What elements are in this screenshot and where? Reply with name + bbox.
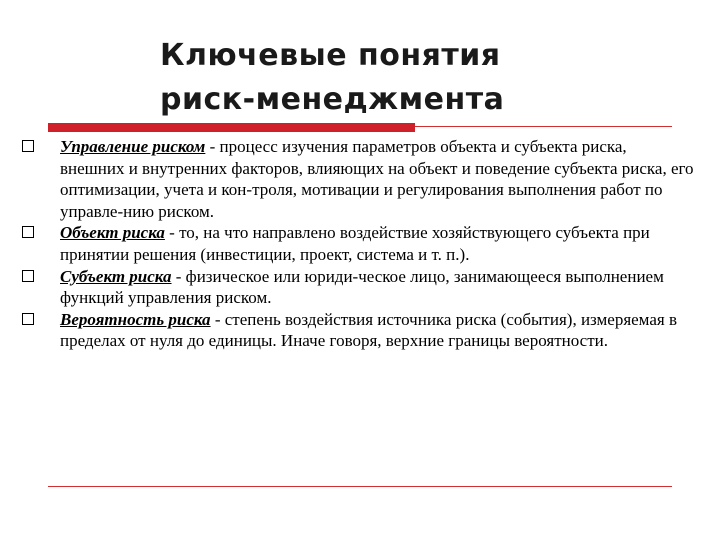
list-item xyxy=(22,136,694,222)
definitions-list xyxy=(22,136,694,352)
item-term: Объект риска xyxy=(60,223,165,243)
list-item xyxy=(22,309,694,352)
page-title xyxy=(160,34,600,122)
title-underline xyxy=(415,126,672,127)
item-term: Управление риском xyxy=(60,137,206,156)
footer-divider xyxy=(48,486,672,487)
square-bullet-icon xyxy=(22,313,34,325)
item-text: - степень воздействия источника риска (события), измеряемая в пределах от нуля до единицы. Иначе говоря, верхние границы вероятности. xyxy=(60,309,677,351)
title-accent-bar xyxy=(48,123,415,132)
square-bullet-icon xyxy=(22,270,34,282)
title-line-2: риск-менеджмента xyxy=(160,82,505,117)
item-term: Субъект риска xyxy=(60,266,172,286)
item-text: - процесс изучения параметров объекта и субъекта риска, внешних и внутренних факторов, влияющих на объект и поведение субъекта риска, его оптимизации, учета и кон-троля, мотивации и регулирования выполнения работ по управле-нию риском. xyxy=(60,137,694,221)
square-bullet-icon xyxy=(22,140,34,152)
item-text: - физическое или юриди-ческое лицо, занимающееся выполнением функций управления риском. xyxy=(60,266,664,308)
title-line-1: Ключевые понятия xyxy=(160,38,501,73)
item-text: - то, на что направлено воздействие хозяйствующего субъекта при принятии решения (инвестиции, проект, система и т. п.). xyxy=(60,223,650,264)
list-item xyxy=(22,222,694,265)
square-bullet-icon xyxy=(22,226,34,238)
list-item xyxy=(22,266,694,309)
item-term: Вероятность риска xyxy=(60,309,211,329)
